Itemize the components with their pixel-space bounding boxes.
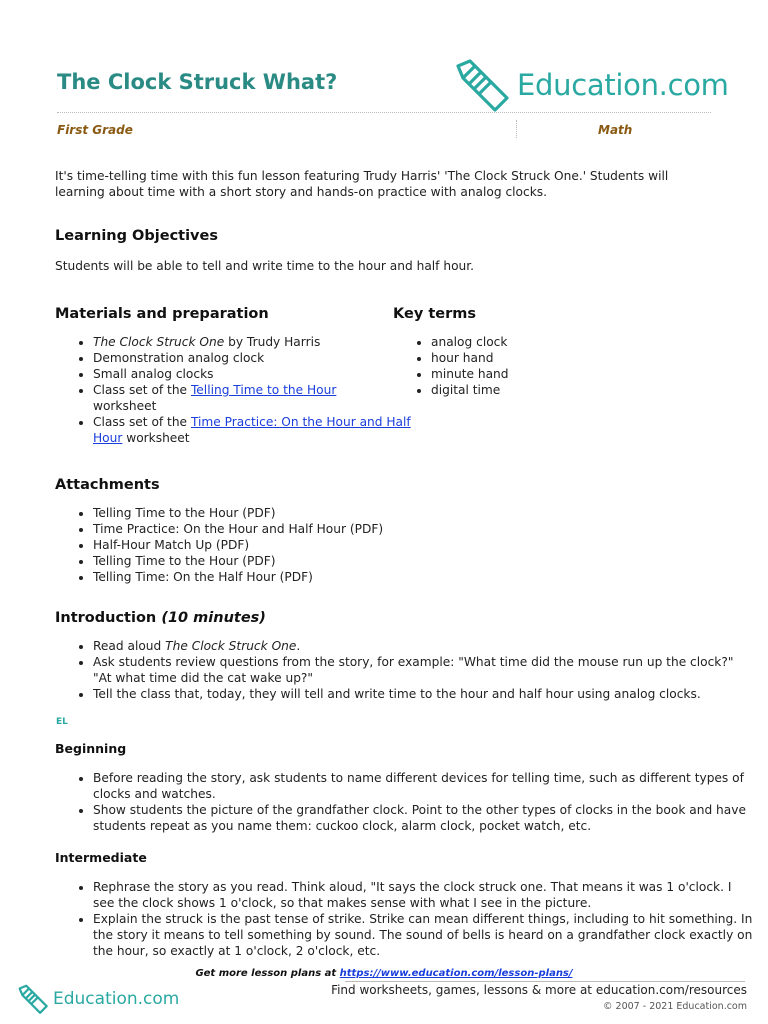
pencil-logo-icon [455,58,513,112]
list-item: • Demonstration analog clock [93,350,426,366]
intro-paragraph: It's time-telling time with this fun lesson featuring Trudy Harris' 'The Clock Struck One.' Students will learning about time with a short story and hands-on practice with analog clocks. [55,169,669,199]
attachment-item[interactable]: • Half-Hour Match Up (PDF) [93,537,733,553]
intermediate-list [55,879,755,959]
introduction-list [55,638,753,702]
objectives-heading: Learning Objectives [55,228,218,244]
list-item: • Ask students review questions from the story, for example: "What time did the mouse run up the clock?" "At what time did the cat wake up?" [93,654,753,686]
header-divider [57,112,711,113]
attachment-item[interactable]: • Telling Time to the Hour (PDF) [93,505,733,521]
attachment-item[interactable]: • Telling Time to the Hour (PDF) [93,553,733,569]
education-logo[interactable] [455,57,729,113]
attachment-item[interactable]: • Telling Time: On the Half Hour (PDF) [93,569,733,585]
attachments-heading: Attachments [55,477,160,493]
lesson-plans-link[interactable]: https://www.education.com/lesson-plans/ [339,968,573,979]
attachment-item[interactable]: • Time Practice: On the Hour and Half Hour (PDF) [93,521,733,537]
key-terms-list [393,334,731,398]
intermediate-heading: Intermediate [55,850,147,865]
list-item: • analog clock [431,334,731,350]
attachments-list [55,505,733,585]
footer-logo-wordmark: Education.com [53,989,180,1009]
list-item: • Class set of the Time Practice: On the Hour and Half Hour worksheet [93,414,426,446]
el-tag: EL [56,717,68,727]
page-title: The Clock Struck What? [57,70,338,94]
objectives-text: Students will be able to tell and write time to the hour and half hour. [55,259,475,273]
list-item: • hour hand [431,350,731,366]
grade-label: First Grade [57,123,133,137]
footer-lesson-plans: Get more lesson plans at https://www.education.com/lesson-plans/ [195,968,573,979]
list-item: • Read aloud The Clock Struck One. [93,638,753,654]
beginning-heading: Beginning [55,741,127,756]
list-item: • minute hand [431,366,731,382]
footer-resources-text: Find worksheets, games, lessons & more at education.com/resources [331,983,747,997]
list-item: • Small analog clocks [93,366,426,382]
footer-logo[interactable] [18,984,179,1014]
materials-list [55,334,426,446]
list-item: • The Clock Struck One by Trudy Harris [93,334,426,350]
list-item: • Tell the class that, today, they will tell and write time to the hour and half hour using analog clocks. [93,686,753,702]
list-item: • digital time [431,382,731,398]
list-item: • Before reading the story, ask students to name different devices for telling time, such as different types of clocks and watches. [93,770,755,802]
subject-label: Math [598,123,633,137]
logo-wordmark: Education.com [517,68,729,102]
list-item: • Explain the struck is the past tense of strike. Strike can mean different things, including to hit something. In the story it means to tell something by sound. The sound of bells is heard on a grandfather clock exactly on the hour, so exactly at 1 o'clock, 2 o'clock, etc. [93,911,755,959]
key-terms-heading: Key terms [393,306,476,322]
worksheet-link-time-practice[interactable]: Time Practice: On the Hour and Half Hour [93,415,411,445]
introduction-duration: (10 minutes) [161,610,266,626]
header-separator [516,120,517,138]
list-item: • Class set of the Telling Time to the Hour worksheet [93,382,426,414]
list-item: • Rephrase the story as you read. Think aloud, "It says the clock struck one. That means it was 1 o'clock. I see the clock shows 1 o'clock, so that makes sense with what I see in the picture. [93,879,755,911]
book-title: The Clock Struck One [93,335,225,349]
footer-copyright: © 2007 - 2021 Education.com [603,1001,747,1012]
materials-heading: Materials and preparation [55,306,269,322]
worksheet-link-telling-time[interactable]: Telling Time to the Hour [190,383,337,397]
beginning-list [55,770,755,834]
list-item: • Show students the picture of the grandfather clock. Point to the other types of clocks in the book and have students repeat as you name them: cuckoo clock, alarm clock, pocket watch, etc. [93,802,755,834]
pencil-logo-icon [18,984,50,1014]
introduction-heading: Introduction (10 minutes) [55,610,266,626]
